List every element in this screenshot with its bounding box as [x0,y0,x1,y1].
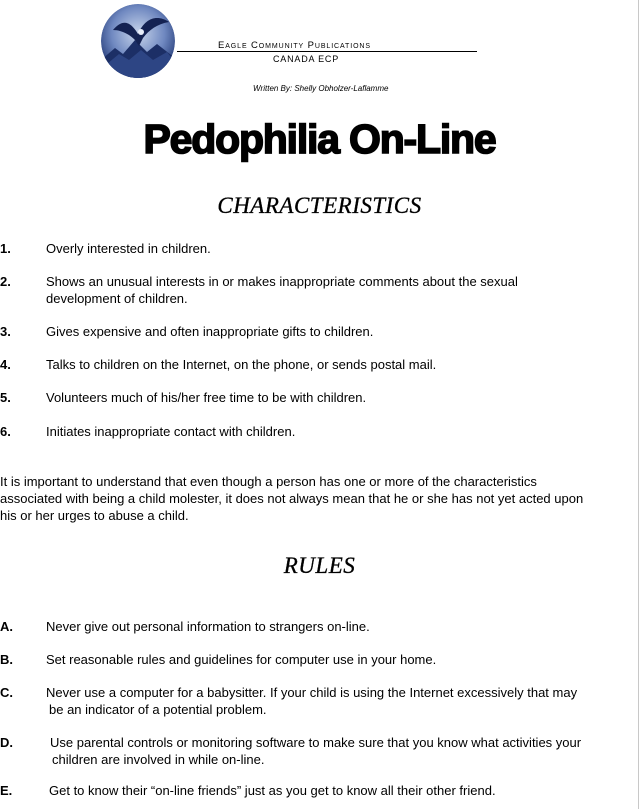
item-text: Use parental controls or monitoring software to make sure that you know what activities your [50,735,582,750]
publisher-name: Eagle Community Publications [218,40,371,51]
item-text: Never use a computer for a babysitter. If your child is using the Internet excessively that may [46,685,578,700]
item-text: Set reasonable rules and guidelines for computer use in your home. [46,652,437,667]
item-text: Get to know their “on-line friends” just as you get to know all their other friend. [49,783,496,798]
item-letter: B. [0,652,13,667]
paragraph-line: associated with being a child molester, it does not always mean that he or she has not yet acted upon [0,491,584,506]
item-letter: A. [0,619,13,634]
item-letter: D. [0,735,13,750]
item-number: 5. [0,390,11,405]
item-text: Initiates inappropriate contact with children. [46,424,296,439]
item-number: 3. [0,324,11,339]
item-text: Volunteers much of his/her free time to be with children. [46,390,367,405]
characteristics-heading: CHARACTERISTICS [217,193,422,218]
item-number: 6. [0,424,11,439]
item-number: 1. [0,241,11,256]
publisher-subtitle: CANADA ECP [273,54,340,64]
item-text: Talks to children on the Internet, on the phone, or sends postal mail. [46,357,437,372]
item-text-continued: development of children. [46,291,188,306]
item-number: 4. [0,357,11,372]
explanation-paragraph [0,473,639,524]
item-text: Gives expensive and often inappropriate gifts to children. [46,324,374,339]
rules-heading: RULES [283,553,356,578]
header-divider [177,51,477,52]
item-text-continued: be an indicator of a potential problem. [49,702,267,717]
paragraph-line: It is important to understand that even though a person has one or more of the characteristics [0,474,537,489]
item-text: Overly interested in children. [46,241,211,256]
item-number: 2. [0,274,11,289]
item-text: Shows an unusual interests in or makes inappropriate comments about the sexual [46,274,518,289]
item-letter: E. [0,783,13,798]
paragraph-line: his or her urges to abuse a child. [0,508,189,523]
eagle-logo [101,4,175,78]
author-line: Written By: Shelly Obholzer-Laflamme [253,84,389,93]
item-text-continued: children are involved in while on-line. [52,752,265,767]
item-letter: C. [0,685,13,700]
page-title: Pedophilia On-Line [143,116,496,162]
item-text: Never give out personal information to strangers on-line. [46,619,370,634]
